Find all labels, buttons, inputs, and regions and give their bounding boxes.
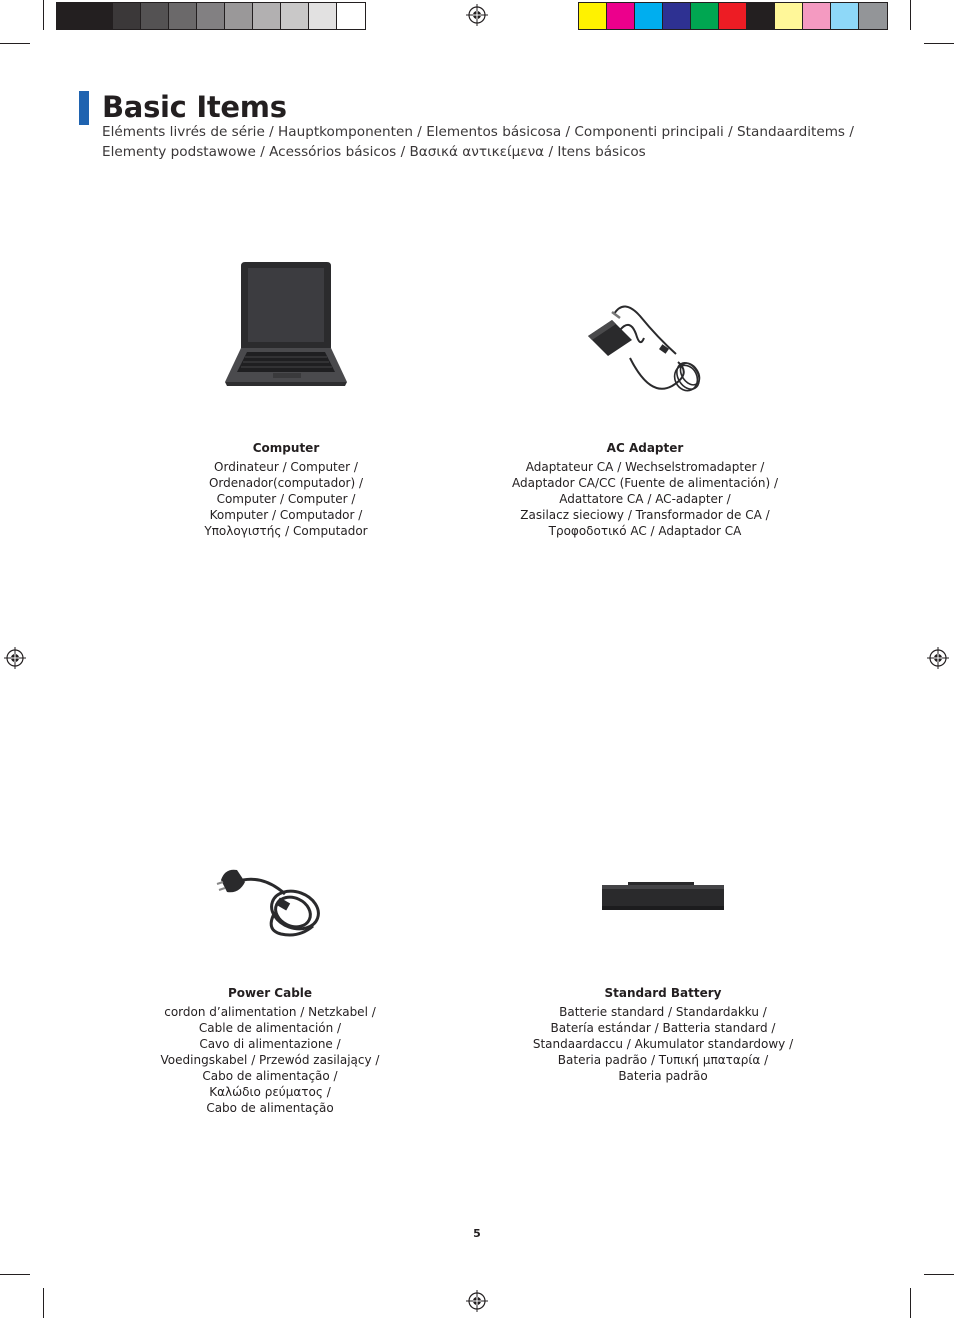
color-swatch xyxy=(803,3,831,29)
description-line: Bateria padrão xyxy=(618,1069,708,1083)
color-swatch xyxy=(747,3,775,29)
color-swatch xyxy=(691,3,719,29)
color-swatch xyxy=(719,3,747,29)
item-standard-battery xyxy=(530,860,796,1084)
description-line: Cavo di alimentazione / xyxy=(199,1037,341,1051)
color-swatch xyxy=(225,3,253,29)
crop-mark xyxy=(0,43,30,44)
description-line: Adattatore CA / AC-adapter / xyxy=(559,492,731,506)
registration-mark-icon xyxy=(466,1290,488,1312)
description-line: Υπολογιστής / Computador xyxy=(204,524,368,538)
color-swatch xyxy=(831,3,859,29)
laptop-icon xyxy=(201,258,371,388)
registration-mark-icon xyxy=(927,647,949,669)
color-swatch xyxy=(281,3,309,29)
item-description xyxy=(500,459,790,539)
battery-icon xyxy=(598,860,728,940)
description-line: Batería estándar / Batteria standard / xyxy=(550,1021,776,1035)
description-line: Adaptador CA/CC (Fuente de alimentación) / xyxy=(512,476,778,490)
color-swatch xyxy=(579,3,607,29)
color-swatch xyxy=(169,3,197,29)
description-line: Ordenador(computador) / xyxy=(208,476,364,490)
crop-mark xyxy=(0,1274,30,1275)
item-name: Power Cable xyxy=(227,986,313,1000)
registration-mark-icon xyxy=(466,4,488,26)
title-accent-bar xyxy=(79,91,89,125)
page-number: 5 xyxy=(473,1227,481,1240)
registration-mark-icon xyxy=(4,647,26,669)
item-name: Standard Battery xyxy=(604,986,722,1000)
color-swatch xyxy=(85,3,113,29)
description-line: Standaardaccu / Akumulator standardowy / xyxy=(532,1037,794,1051)
item-description xyxy=(530,1004,796,1084)
item-description xyxy=(150,1004,390,1116)
item-ac-adapter xyxy=(500,258,790,539)
item-name: AC Adapter xyxy=(606,441,684,455)
ac-adapter-icon xyxy=(580,258,710,398)
item-computer xyxy=(176,258,396,539)
description-line: Cable de alimentación / xyxy=(198,1021,342,1035)
description-line: Komputer / Computador / xyxy=(209,508,363,522)
color-swatch xyxy=(607,3,635,29)
power-cable-icon xyxy=(215,860,325,940)
color-swatch xyxy=(309,3,337,29)
description-line: cordon d’alimentation / Netzkabel / xyxy=(164,1005,376,1019)
description-line: Zasilacz sieciowy / Transformador de CA / xyxy=(520,508,770,522)
color-swatch xyxy=(635,3,663,29)
description-line: Batterie standard / Standardakku / xyxy=(559,1005,767,1019)
crop-mark xyxy=(910,0,911,30)
color-swatch xyxy=(113,3,141,29)
crop-mark xyxy=(924,43,954,44)
color-swatch xyxy=(253,3,281,29)
page-subtitle: Eléments livrés de série / Hauptkomponenten / Elementos básicosa / Componenti principali / Standaarditems / Elementy podstawowe / Acessórios básicos / Βασικά αντικείμενα / Itens básicos xyxy=(102,124,854,160)
color-swatch xyxy=(57,3,85,29)
color-swatch xyxy=(337,3,365,29)
color-swatch xyxy=(775,3,803,29)
color-swatch xyxy=(859,3,887,29)
item-power-cable xyxy=(150,860,390,1116)
crop-mark xyxy=(43,0,44,30)
color-swatch xyxy=(141,3,169,29)
description-line: Ordinateur / Computer / xyxy=(214,460,358,474)
process-color-bar xyxy=(578,2,888,30)
description-line: Computer / Computer / xyxy=(216,492,356,506)
color-swatch xyxy=(663,3,691,29)
crop-mark xyxy=(910,1288,911,1318)
page-title: Basic Items xyxy=(102,90,287,124)
item-name: Computer xyxy=(252,441,320,455)
description-line: Cabo de alimentação xyxy=(206,1101,334,1115)
description-line: Καλώδιο ρεύματος / xyxy=(209,1085,331,1099)
item-description xyxy=(176,459,396,539)
grayscale-color-bar xyxy=(56,2,366,30)
description-line: Adaptateur CA / Wechselstromadapter / xyxy=(525,460,765,474)
crop-mark xyxy=(924,1274,954,1275)
description-line: Voedingskabel / Przewód zasilający / xyxy=(160,1053,380,1067)
description-line: Bateria padrão / Τυπική μπαταρία / xyxy=(557,1053,769,1067)
crop-mark xyxy=(43,1288,44,1318)
description-line: Cabo de alimentação / xyxy=(202,1069,338,1083)
color-swatch xyxy=(197,3,225,29)
description-line: Τροφοδοτικό AC / Adaptador CA xyxy=(548,524,742,538)
